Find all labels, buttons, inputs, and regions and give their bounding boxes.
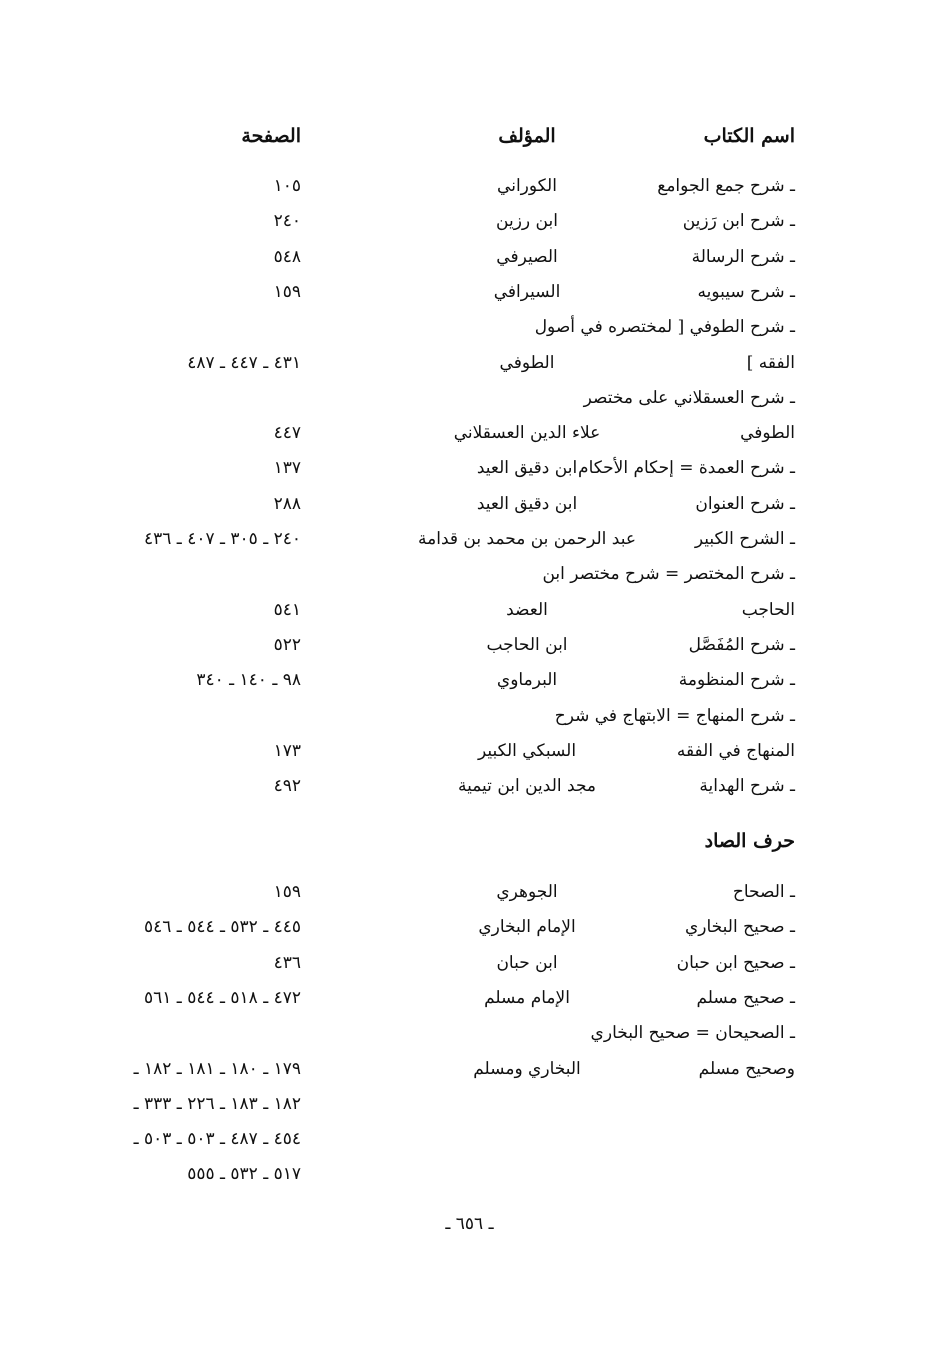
entry-author: الإمام البخاري (478, 917, 576, 938)
entry-pages: ٤٤٧ (273, 423, 301, 444)
entry-author: العضد (506, 599, 548, 620)
entry-pages: ٤٣٦ (273, 952, 301, 973)
entry-pages: ١٥٩ (273, 882, 301, 902)
entry-title: المنهاج في الفقه (676, 740, 795, 761)
entry-title: ـ شرح سيبويه (697, 281, 795, 302)
entry-title: ـ شرح المنهاج = الابتهاج في شرح (554, 705, 795, 726)
entry-title: الحاجب (741, 599, 795, 620)
entry-title: وصحيح مسلم (698, 1058, 795, 1079)
entry-author: الطوفي (499, 352, 555, 373)
entry-author: ابن دقيق العيد (476, 493, 578, 514)
entry-title: ـ شرح الرسالة (691, 246, 795, 267)
entry-author: السبكي الكبير (477, 740, 577, 761)
entry-title: ـ صحيح البخاري (684, 917, 795, 938)
entry-title: ـ شرح الهداية (699, 776, 795, 797)
entry-title: ـ صحيح مسلم (696, 987, 795, 1008)
entry-title: ـ شرح الطوفي [ لمختصره في أصول (534, 317, 795, 338)
entry-title: ـ صحيح ابن حبان (676, 952, 795, 973)
entry-author: ابن دقيق العيد (476, 458, 578, 479)
entry-title: ـ شرح العنوان (695, 493, 795, 514)
entry-author: مجد الدين ابن تيمية (457, 776, 597, 797)
entry-author: الإمام مسلم (484, 987, 570, 1008)
entry-pages: ٢٨٨ (273, 493, 301, 514)
entry-pages: ٤٤٥ ـ ٥٣٢ ـ ٥٤٤ ـ ٥٤٦ (143, 917, 301, 938)
column-header-author: المؤلف (498, 125, 556, 147)
entry-author: ابن الحاجب (486, 634, 568, 655)
entry-author: البخاري ومسلم (473, 1058, 581, 1079)
entry-pages: ٥١٧ ـ ٥٣٢ ـ ٥٥٥ (187, 1164, 301, 1185)
entry-author: البرماوي (496, 670, 558, 691)
entry-title: ـ شرح المنظومة (678, 670, 795, 691)
entry-pages: ٢٤٠ ـ ٣٠٥ ـ ٤٠٧ ـ ٤٣٦ (143, 529, 301, 549)
entry-author: الجوهري (496, 882, 558, 902)
entry-title: ـ شرح ابن رَزين (682, 211, 795, 232)
entry-author: السيرافي (493, 281, 561, 302)
entry-pages: ٤٣١ ـ ٤٤٧ ـ ٤٨٧ (187, 352, 301, 373)
entry-pages: ١٣٧ (273, 458, 301, 479)
entry-pages: ٤٩٢ (273, 776, 301, 797)
entry-title: ـ الصحاح (732, 882, 795, 902)
entry-pages: ١٠٥ (273, 176, 301, 196)
entry-title: ـ شرح المُفَصَّل (688, 634, 795, 655)
entry-title: ـ شرح العمدة = إحكام الأحكام (578, 458, 795, 479)
entry-pages: ٢٤٠ (273, 211, 301, 232)
column-header-title: اسم الكتاب (703, 125, 795, 147)
entry-title: ـ شرح المختصر = شرح مختصر ابن (542, 564, 795, 585)
entry-author: الصيرفي (496, 246, 558, 267)
entry-pages: ٥٢٢ (273, 634, 301, 655)
entry-pages: ٥٤١ (273, 599, 301, 620)
entry-title: ـ الصحيحان = صحيح البخاري (590, 1023, 795, 1044)
entry-pages: ١٨٢ ـ ١٨٣ ـ ٢٢٦ ـ ٣٣٣ ـ (133, 1093, 301, 1114)
entry-pages: ١٧٣ (273, 740, 301, 761)
entry-pages: ٥٤٨ (273, 246, 301, 267)
entry-title: ـ شرح جمع الجوامع (657, 176, 795, 196)
entry-pages: ٩٨ ـ ١٤٠ ـ ٣٤٠ (196, 670, 301, 691)
entry-title: الطوفي (740, 423, 795, 444)
column-header-page: الصفحة (241, 125, 301, 147)
entry-title: ـ شرح العسقلاني على مختصر (583, 387, 795, 408)
entry-author: ابن حبان (496, 952, 558, 973)
entry-author: علاء الدين العسقلاني (453, 423, 601, 444)
entry-pages: ١٥٩ (273, 281, 301, 302)
entry-pages: ٤٧٢ ـ ٥١٨ ـ ٥٤٤ ـ ٥٦١ (143, 987, 301, 1008)
entry-title: ـ الشرح الكبير (694, 529, 795, 549)
entry-author: ابن رزين (496, 211, 558, 232)
section-heading: حرف الصاد (704, 830, 795, 852)
entry-author: عبد الرحمن بن محمد بن قدامة (418, 529, 636, 549)
entry-author: الكوراني (497, 176, 557, 196)
entry-title: الفقه ] (746, 352, 795, 373)
page-number: ـ ٦٥٦ ـ (445, 1214, 494, 1234)
entry-pages: ٤٥٤ ـ ٤٨٧ ـ ٥٠٣ ـ ٥٠٣ ـ (133, 1129, 301, 1150)
entry-pages: ١٧٩ ـ ١٨٠ ـ ١٨١ ـ ١٨٢ ـ (133, 1058, 301, 1079)
